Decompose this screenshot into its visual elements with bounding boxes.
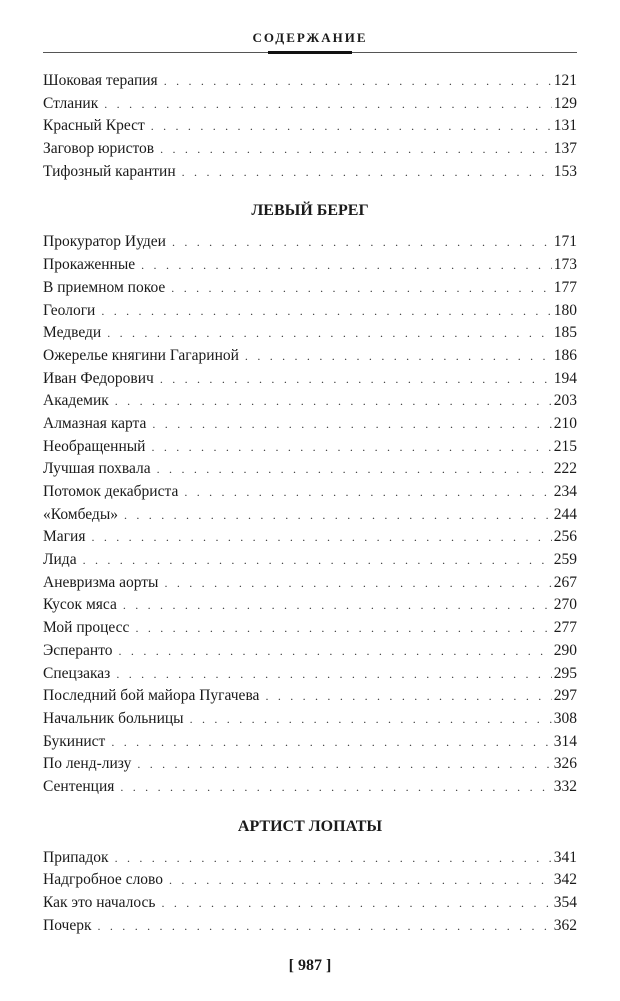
entry-page-number: 194 (553, 369, 577, 387)
toc-entry (43, 93, 577, 116)
entry-title: Начальник больницы (43, 709, 184, 727)
toc-entry (43, 345, 577, 368)
toc-entry (43, 322, 577, 345)
toc-entry (43, 231, 577, 254)
entry-page-number: 295 (553, 664, 577, 682)
entry-title: Алмазная карта (43, 414, 147, 432)
table-of-contents (43, 70, 577, 937)
toc-entry (43, 300, 577, 323)
dot-leader (245, 345, 552, 368)
entry-page-number: 341 (553, 848, 577, 866)
entry-page-number: 244 (553, 505, 577, 523)
toc-entry (43, 549, 577, 572)
entry-title: Магия (43, 528, 86, 546)
toc-entry (43, 138, 577, 161)
toc-entry (43, 915, 577, 938)
dot-leader (182, 161, 552, 184)
toc-entry (43, 572, 577, 595)
dot-leader (190, 708, 552, 731)
entry-title: Последний бой майора Пугачева (43, 687, 260, 705)
dot-leader (107, 322, 552, 345)
toc-entry (43, 617, 577, 640)
dot-leader (116, 663, 551, 686)
dot-leader (98, 915, 552, 938)
dot-leader (115, 390, 552, 413)
entry-title: Шоковая терапия (43, 72, 158, 89)
entry-title: Сентенция (43, 777, 115, 795)
entry-page-number: 290 (553, 641, 577, 659)
entry-title: Букинист (43, 732, 106, 750)
entry-title: Кусок мяса (43, 596, 117, 614)
entry-page-number: 256 (553, 528, 577, 546)
toc-section (43, 70, 577, 183)
dot-leader (160, 368, 552, 391)
entry-page-number: 121 (553, 72, 577, 89)
toc-entry (43, 70, 577, 93)
dot-leader (171, 277, 551, 300)
section-title: АРТИСТ ЛОПАТЫ (237, 817, 383, 835)
entry-title: Спецзаказ (43, 664, 111, 682)
entry-page-number: 171 (553, 233, 577, 251)
entry-page-number: 342 (553, 871, 577, 889)
entry-title: Припадок (43, 848, 109, 866)
entry-page-number: 137 (553, 140, 577, 158)
dot-leader (164, 572, 551, 595)
toc-entry (43, 776, 577, 799)
entry-page-number: 308 (553, 709, 577, 727)
entry-title: Геологи (43, 301, 96, 319)
toc-entry (43, 892, 577, 915)
entry-page-number: 131 (553, 117, 577, 135)
entry-title: Потомок декабриста (43, 483, 179, 500)
dot-leader (152, 413, 551, 436)
toc-entry (43, 390, 577, 413)
entry-page-number: 129 (553, 94, 577, 112)
toc-entry (43, 277, 577, 300)
toc-entry (43, 161, 577, 184)
entry-title: Ожерелье княгини Гагариной (43, 346, 239, 364)
entry-title: Как это началось (43, 894, 156, 911)
dot-leader (124, 504, 552, 527)
entry-title: Надгробное слово (43, 871, 164, 889)
toc-section (43, 195, 577, 798)
dot-leader (135, 617, 551, 640)
dot-leader (169, 869, 552, 892)
entry-page-number: 332 (553, 777, 577, 795)
entry-title: Аневризма аорты (43, 573, 159, 591)
entry-title: Лида (43, 551, 77, 569)
entry-title: Необращенный (43, 437, 146, 455)
entry-page-number: 259 (553, 551, 577, 569)
dot-leader (161, 892, 551, 915)
toc-entry (43, 847, 577, 870)
entry-title: «Комбеды» (43, 505, 118, 523)
toc-entry (43, 526, 577, 549)
entry-page-number: 186 (553, 346, 577, 364)
entry-page-number: 215 (553, 437, 577, 455)
entry-page-number: 222 (553, 460, 577, 478)
toc-entry (43, 753, 577, 776)
entry-page-number: 354 (553, 894, 577, 911)
entry-title: Мой процесс (43, 619, 130, 637)
dot-leader (172, 231, 552, 254)
entry-page-number: 314 (553, 732, 577, 750)
toc-section (43, 811, 577, 938)
entry-title: Лучшая похвала (43, 460, 151, 478)
entry-page-number: 234 (553, 483, 577, 500)
toc-entry (43, 254, 577, 277)
toc-entry (43, 663, 577, 686)
dot-leader (115, 847, 552, 870)
dot-leader (157, 458, 552, 481)
dot-leader (119, 640, 552, 663)
toc-entry (43, 413, 577, 436)
header-rule-accent (268, 51, 352, 54)
dot-leader (164, 70, 552, 93)
entry-page-number: 185 (553, 324, 577, 342)
entry-page-number: 180 (553, 301, 577, 319)
entry-page-number: 210 (553, 414, 577, 432)
entry-page-number: 203 (553, 392, 577, 410)
entry-title: Тифозный карантин (43, 162, 176, 180)
dot-leader (265, 685, 551, 708)
entry-page-number: 326 (553, 755, 577, 773)
entry-title: Академик (43, 392, 109, 410)
entry-title: Почерк (43, 916, 92, 934)
dot-leader (184, 481, 551, 504)
dot-leader (123, 594, 552, 617)
entry-title: Медведи (43, 324, 102, 342)
toc-entry (43, 640, 577, 663)
entry-page-number: 173 (553, 256, 577, 274)
entry-title: Прокаженные (43, 256, 136, 274)
toc-entry (43, 436, 577, 459)
toc-entry (43, 458, 577, 481)
entry-title: По ленд-лизу (43, 755, 132, 773)
toc-entry (43, 504, 577, 527)
dot-leader (104, 93, 551, 116)
dot-leader (141, 254, 552, 277)
toc-entry (43, 115, 577, 138)
section-title: ЛЕВЫЙ БЕРЕГ (251, 202, 369, 220)
entry-page-number: 177 (553, 278, 577, 296)
toc-entry (43, 708, 577, 731)
page-number: [ 987 ] (288, 957, 332, 974)
toc-entry (43, 685, 577, 708)
dot-leader (83, 549, 552, 572)
toc-entry (43, 869, 577, 892)
running-head: СОДЕРЖАНИЕ (252, 30, 368, 45)
entry-title: В приемном покое (43, 278, 166, 296)
dot-leader (101, 300, 551, 323)
entry-page-number: 267 (553, 573, 577, 591)
toc-entry (43, 594, 577, 617)
dot-leader (111, 731, 551, 754)
entry-title: Заговор юристов (43, 140, 155, 158)
toc-entry (43, 481, 577, 504)
dot-leader (151, 115, 552, 138)
toc-entry (43, 731, 577, 754)
entry-title: Стланик (43, 94, 99, 112)
dot-leader (91, 526, 551, 549)
dot-leader (120, 776, 551, 799)
entry-page-number: 362 (553, 916, 577, 934)
entry-page-number: 277 (553, 619, 577, 637)
entry-title: Красный Крест (43, 117, 145, 135)
dot-leader (151, 436, 551, 459)
entry-page-number: 153 (553, 162, 577, 180)
entry-title: Эсперанто (43, 641, 113, 659)
entry-page-number: 297 (553, 687, 577, 705)
entry-title: Прокуратор Иудеи (43, 233, 166, 251)
dot-leader (137, 753, 551, 776)
entry-page-number: 270 (553, 596, 577, 614)
dot-leader (160, 138, 552, 161)
entry-title: Иван Федорович (43, 369, 154, 387)
toc-entry (43, 368, 577, 391)
